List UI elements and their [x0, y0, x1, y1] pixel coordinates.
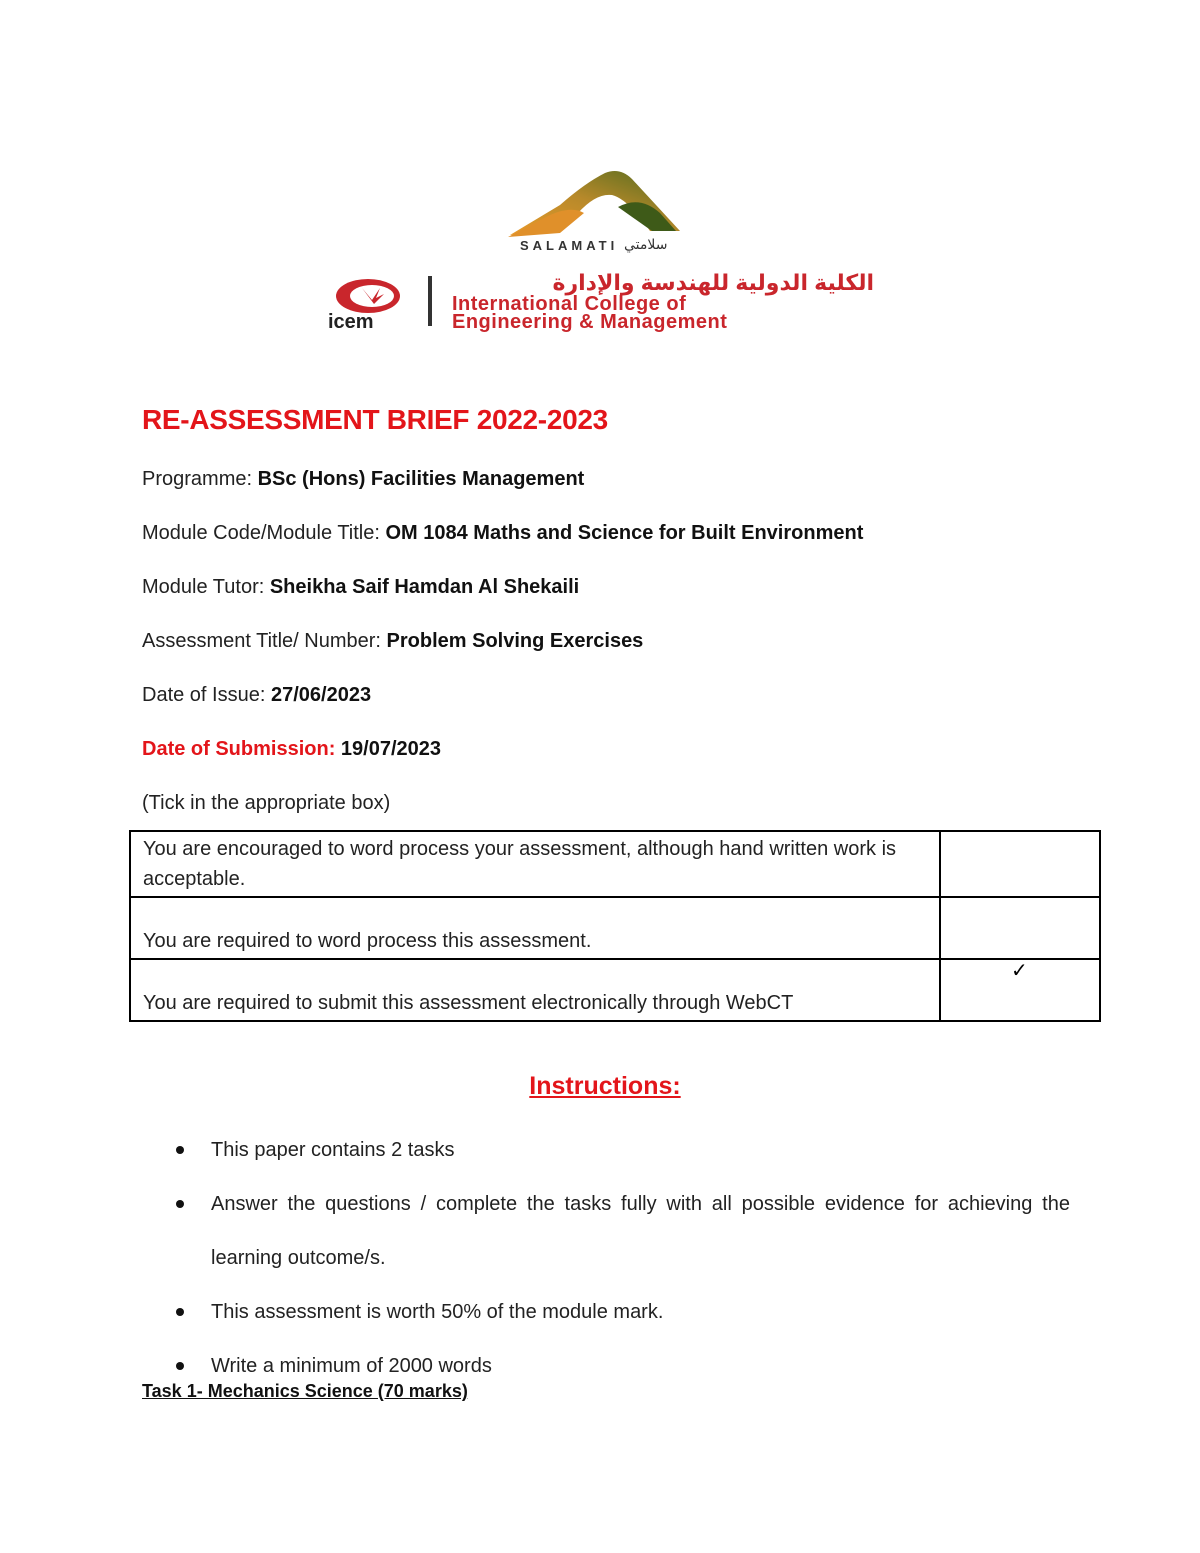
tick-box[interactable]	[940, 959, 1100, 1021]
list-item	[170, 1350, 1070, 1382]
field-value: OM 1084 Maths and Science for Built Environment	[385, 522, 864, 544]
icem-english-name	[452, 295, 727, 331]
icem-logo-mark	[326, 276, 412, 332]
tick-box[interactable]	[940, 897, 1100, 959]
icem-name-line-2: Engineering & Management	[452, 311, 728, 333]
icem-arabic-name: الكلية الدولية للهندسة والإدارة	[552, 270, 874, 295]
list-item	[170, 1134, 1070, 1166]
field-label: Module Tutor:	[142, 576, 270, 598]
brief-title: RE-ASSESSMENT BRIEF 2022-2023	[142, 404, 608, 435]
assessment-title-field	[142, 630, 643, 653]
option-text	[130, 897, 940, 959]
module-tutor-field	[142, 576, 579, 599]
salamati-logo-arabic: سلامتي	[624, 236, 668, 252]
field-label: Module Code/Module Title:	[142, 522, 386, 544]
submission-options-table	[129, 830, 1101, 1022]
table-row	[130, 831, 1100, 897]
list-item-text: Answer the questions / complete the tasks fully with all possible evidence for achieving the learning outcome/s.	[211, 1193, 1070, 1269]
field-label: Date of Submission:	[142, 738, 341, 760]
field-value: Problem Solving Exercises	[386, 630, 644, 652]
list-item	[170, 1296, 1070, 1328]
field-label: Assessment Title/ Number:	[142, 630, 387, 652]
option-text-content: You are required to submit this assessment electronically through WebCT	[143, 992, 794, 1014]
option-text: You are encouraged to word process your assessment, although hand written work is acceptable.	[130, 831, 940, 897]
field-value: BSc (Hons) Facilities Management	[257, 468, 585, 490]
option-text-content: You are required to word process this assessment.	[143, 930, 592, 952]
bullet-icon	[176, 1362, 184, 1370]
bullet-icon	[176, 1146, 184, 1154]
table-row	[130, 959, 1100, 1021]
list-item	[170, 1177, 1070, 1285]
list-item-text: Write a minimum of 2000 words	[211, 1355, 492, 1377]
icem-name-line-1: International College of	[452, 293, 687, 315]
field-label: Date of Issue:	[142, 684, 271, 706]
table-row	[130, 897, 1100, 959]
field-value: 27/06/2023	[270, 684, 372, 706]
instructions-list	[170, 1134, 1070, 1404]
list-item-text: This paper contains 2 tasks	[211, 1139, 455, 1161]
field-value: 19/07/2023	[340, 738, 442, 760]
bullet-icon	[176, 1308, 184, 1316]
module-title-field	[142, 522, 863, 545]
task-heading: Task 1- Mechanics Science (70 marks)	[142, 1381, 468, 1401]
svg-text:icem: icem	[328, 311, 374, 332]
list-item-text: This assessment is worth 50% of the module mark.	[211, 1301, 664, 1323]
field-label: Programme:	[142, 468, 258, 490]
instructions-title: Instructions:	[529, 1072, 681, 1100]
field-value: Sheikha Saif Hamdan Al Shekaili	[269, 576, 580, 598]
logo-divider	[428, 276, 432, 326]
date-of-submission-field	[142, 738, 441, 761]
option-text	[130, 959, 940, 1021]
date-of-issue-field	[142, 684, 371, 707]
tick-box[interactable]	[940, 831, 1100, 897]
bullet-icon	[176, 1200, 184, 1208]
checkmark-icon: ✓	[1011, 960, 1028, 982]
tick-note: (Tick in the appropriate box)	[142, 792, 391, 814]
salamati-logo-text: SALAMATI	[520, 238, 619, 253]
programme-field	[142, 468, 584, 491]
